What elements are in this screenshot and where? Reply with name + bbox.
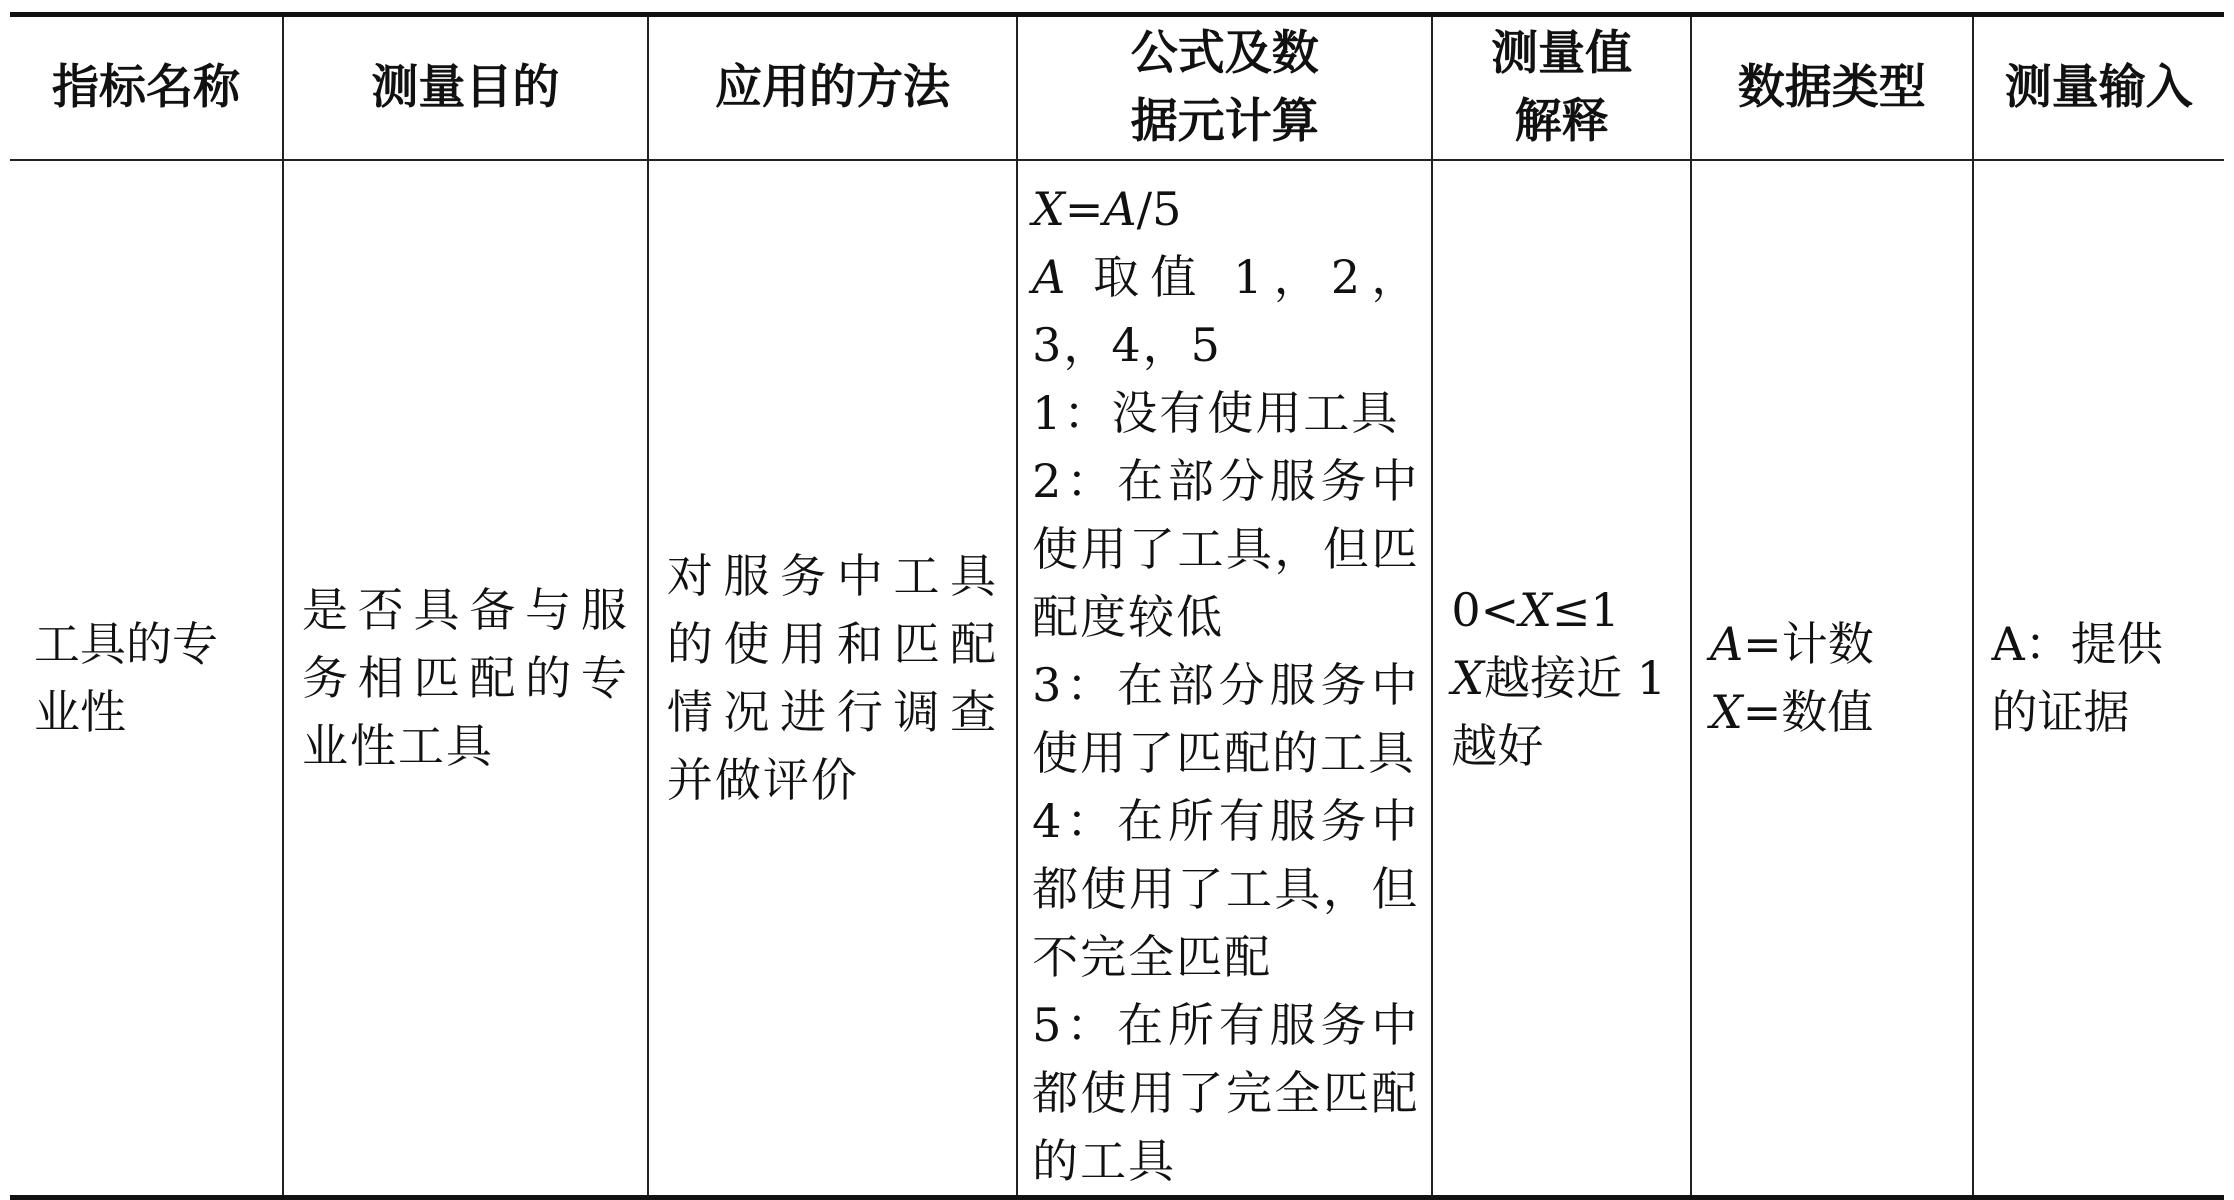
metric-name-text: 工具的专业性: [34, 616, 218, 739]
header-formula-line-1: 公式及数: [1130, 25, 1319, 81]
method-text: 对服务中工具的使用和匹配情况进行调查并做评价: [666, 548, 999, 807]
header-application-method: 应用的方法: [648, 15, 1017, 160]
data-type-a-var: A: [1709, 616, 1744, 671]
cell-formula: [1017, 160, 1432, 1198]
formula-level-5: 5：在所有服务中都使用了完全匹配的工具: [1032, 997, 1420, 1188]
header-formula: [1017, 15, 1432, 160]
data-type-a: [1710, 610, 1954, 678]
interpretation-prefix: 0<: [1451, 582, 1520, 637]
purpose-text: 是否具备与服务相匹配的专业性工具: [301, 582, 629, 773]
data-type-x-var: X: [1709, 684, 1743, 739]
metric-table: [10, 12, 2224, 1200]
formula-range-text: 取值 1，2，3，4，5: [1032, 249, 1420, 372]
formula-level-1: 1：没有使用工具: [1032, 385, 1400, 440]
formula-level-2: 2：在部分服务中使用了工具，但匹配度较低: [1032, 453, 1420, 644]
formula-var-a: A: [1103, 181, 1137, 236]
cell-measurement-purpose: [283, 160, 648, 1198]
formula-equation: [1032, 175, 1419, 243]
cell-measurement-input: [1973, 160, 2224, 1198]
formula-eq-sign: =: [1064, 181, 1104, 236]
table-header-row: [10, 15, 2224, 160]
formula-var-x: X: [1032, 181, 1065, 236]
formula-range: [1032, 243, 1419, 379]
table-row: [10, 160, 2224, 1198]
cell-metric-name: [10, 160, 283, 1198]
header-metric-name: 指标名称: [10, 15, 283, 160]
cell-application-method: [648, 160, 1017, 1198]
formula-range-var: A: [1032, 249, 1068, 304]
header-measurement-input: 测量输入: [1973, 15, 2224, 160]
formula-level-3: 3：在部分服务中使用了匹配的工具: [1032, 657, 1420, 780]
header-value-interpretation: [1432, 15, 1691, 160]
formula-level-4: 4：在所有服务中都使用了工具，但不完全匹配: [1032, 793, 1420, 984]
interpretation-rule-text: 越接近 1 越好: [1451, 650, 1666, 773]
header-interpretation-line-1: 测量值: [1491, 25, 1633, 81]
interpretation-rule: [1451, 644, 1672, 780]
data-type-x: [1710, 678, 1954, 746]
cell-value-interpretation: [1432, 160, 1691, 1198]
header-data-type: 数据类型: [1691, 15, 1973, 160]
interpretation-var: X: [1519, 582, 1552, 637]
input-text: A：提供的证据: [1991, 616, 2163, 739]
data-type-x-text: =数值: [1742, 684, 1874, 739]
interpretation-rule-var: X: [1451, 650, 1485, 705]
header-formula-line-2: 据元计算: [1130, 93, 1319, 149]
cell-data-type: [1691, 160, 1973, 1198]
data-type-a-text: =计数: [1743, 616, 1874, 671]
header-interpretation-line-2: 解释: [1514, 93, 1609, 149]
formula-divisor: /5: [1136, 181, 1182, 236]
interpretation-suffix: ≤1: [1551, 582, 1620, 637]
header-measurement-purpose: 测量目的: [283, 15, 648, 160]
interpretation-range: [1451, 576, 1672, 644]
